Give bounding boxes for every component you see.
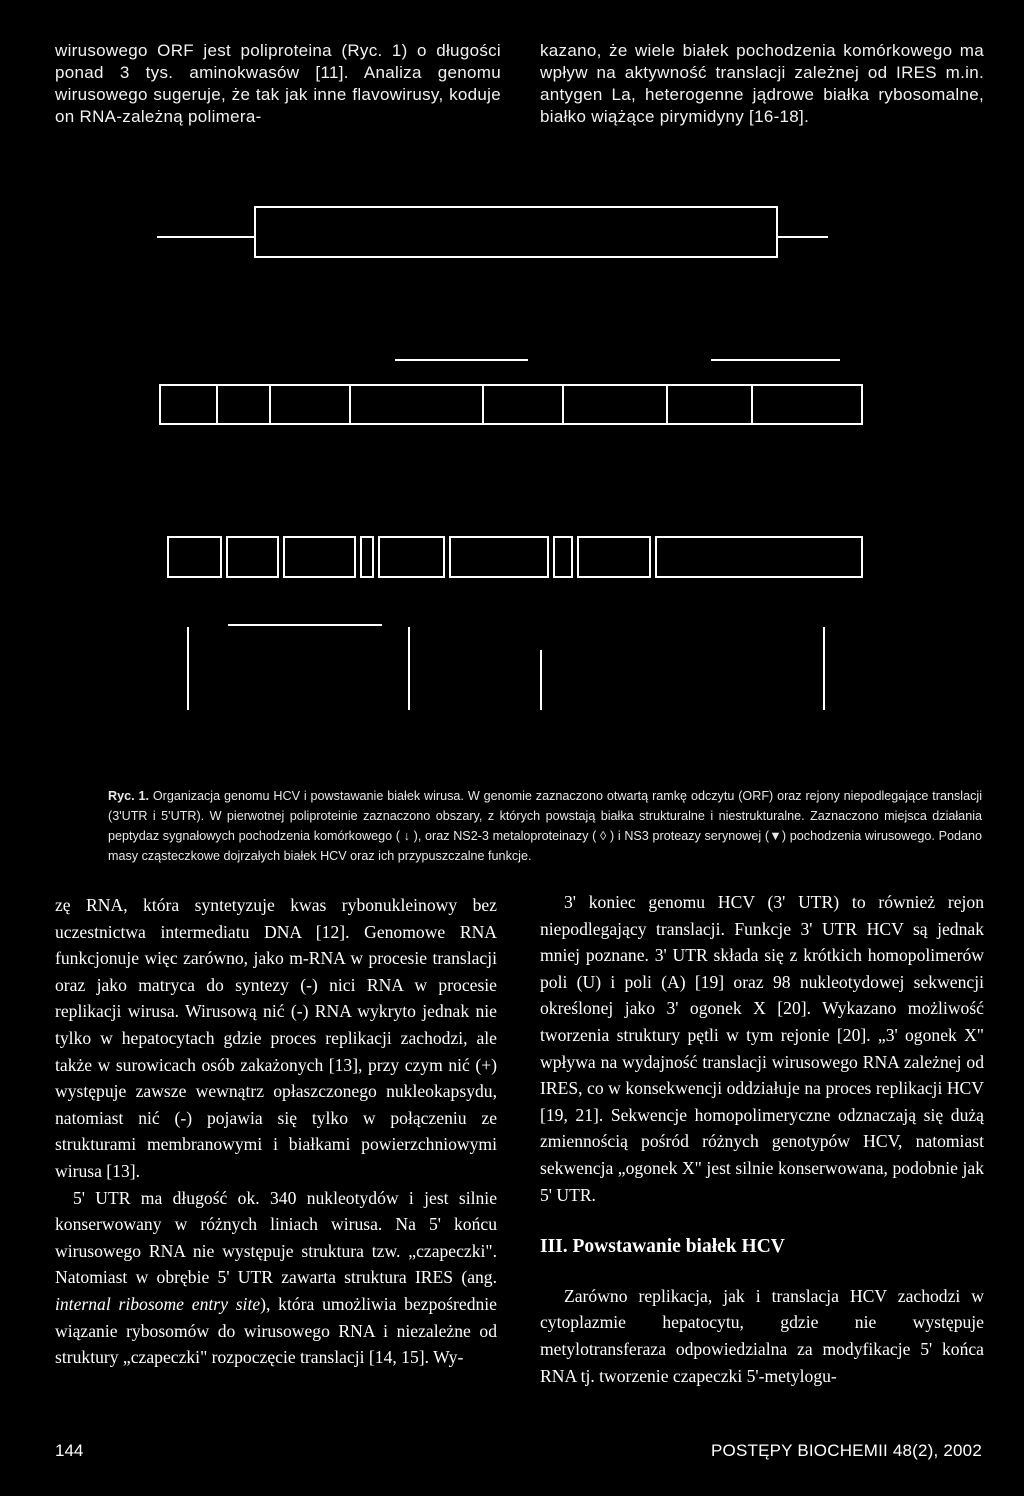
body-left-column xyxy=(55,892,497,1371)
protein-box xyxy=(361,537,373,577)
top-right-text-column xyxy=(540,40,984,128)
orf-box xyxy=(255,207,777,257)
protein-box xyxy=(168,537,221,577)
protein-box xyxy=(284,537,355,577)
mature-proteins-diagram xyxy=(168,537,862,577)
page-number: 144 xyxy=(55,1441,84,1460)
top-left-paragraph: wirusowego ORF jest poliproteina (Ryc. 1) o długości ponad 3 tys. aminokwasów [11]. Analiza genomu wirusowego sugeruje, że tak jak inne flavowirusy, koduje on RNA-zależną polimera- xyxy=(55,41,501,126)
polyprotein-box xyxy=(160,385,862,424)
protein-box xyxy=(656,537,862,577)
top-right-paragraph: kazano, że wiele białek pochodzenia komórkowego ma wpływ na aktywność translacji zależnej od IRES m.in. antygen La, heterogenne jądrowe białka rybosomalne, białko wiążące pirymidyny [16-18]. xyxy=(540,41,984,126)
genome-diagram xyxy=(157,207,828,257)
figure-caption xyxy=(108,786,982,866)
body-right-paragraph-2: Zarówno replikacja, jak i translacja HCV zachodzi w cytoplazmie hepatocytu, gdzie nie występuje metylotransferaza odpowiedzialna za modyfikacje 5' końca RNA tj. tworzenie czapeczki 5'-metylogu- xyxy=(540,1285,984,1386)
top-left-text-column xyxy=(55,40,501,128)
protein-box xyxy=(578,537,650,577)
genome-figure xyxy=(0,195,1024,735)
polyprotein-diagram xyxy=(160,360,862,424)
paragraph-2-part-a: 5' UTR ma długość ok. 340 nukleotydów i jest silnie konserwowany w różnych liniach wirusa. Na 5' końcu wirusowego RNA nie występuje struktura tzw. „czapeczki". Natomiast w obrębie 5' UTR zawarta struktura IRES (ang. xyxy=(55,1187,497,1288)
caption-text: Organizacja genomu HCV i powstawanie białek wirusa. W genomie zaznaczono otwartą ramkę odczytu (ORF) oraz rejony niepodlegające translacji (3'UTR i 5'UTR). W pierwotnej poliproteinie zaznaczono obszary, z których powstają białka strukturalne i niestrukturalne. Zaznaczono miejsca działania peptydaz sygnałowych pochodzenia komórkowego ( ↓ ), oraz NS2-3 metaloproteinazy ( ◊ ) i NS3 proteazy serynowej (▼) pochodzenia wirusowego. Podano masy cząsteczkowe dojrzałych białek HCV oraz ich przypuszczalne funkcje. xyxy=(108,789,982,863)
protein-box xyxy=(450,537,548,577)
caption-label: Ryc. 1. xyxy=(108,789,149,803)
protein-box xyxy=(554,537,572,577)
journal-footer: POSTĘPY BIOCHEMII 48(2), 2002 xyxy=(711,1441,982,1460)
paragraph-2-part-b: ), która umożliwia bezpośrednie wiązanie rybosomów do wirusowego RNA i niezależne od struktury „czapeczki" rozpoczęcie translacji [14, 15]. Wy- xyxy=(55,1293,497,1368)
body-right-paragraph-1: 3' koniec genomu HCV (3' UTR) to również rejon niepodlegający translacji. Funkcje 3' UTR HCV są jednak mniej poznane. 3' UTR składa się z krótkich homopolimerów poli (U) i poli (A) [19] oraz 98 nukleotydowej sekwencji określonej jako 3' ogonek X [20]. Wykazano możliwość tworzenia struktury pętli w tym rejonie [20]. „3' ogonek X" wpływa na wydajność translacji wirusowego RNA zależnej od IRES, co w konsekwencji oddziałuje na proces replikacji HCV [19, 21]. Sekwencje homopolimeryczne odznaczają się dużą zmiennością pośród różnych genotypów HCV, natomiast sekwencja „ogonek X" jest silnie konserwowana, podobnie jak 5' UTR. xyxy=(540,892,984,1205)
protein-box xyxy=(227,537,278,577)
ires-term: internal ribosome entry site xyxy=(55,1293,261,1314)
body-left-paragraph-2 xyxy=(55,1185,497,1371)
protein-box xyxy=(379,537,444,577)
function-markers xyxy=(188,625,824,710)
body-right-column xyxy=(540,889,984,1389)
body-left-paragraph-1: zę RNA, która syntetyzuje kwas rybonukleinowy bez uczestnictwa intermediatu DNA [12]. Genomowe RNA funkcjonuje więc zarówno, jako m-RNA w procesie translacji oraz jako matryca do syntezy (-) nici RNA w procesie replikacji wirusa. Wirusową nić (-) RNA wykryto jednak nie tylko w hepatocytach gdzie proces replikacji zachodzi, ale także w surowicach osób zakażonych [13], przy czym nić (+) występuje zawsze wewnątrz opłaszczonego nukleokapsydu, natomiast nić (-) pojawia się tylko w połączeniu ze strukturami membranowymi i białkami powierzchniowymi wirusa [13]. xyxy=(55,895,497,1181)
section-heading: III. Powstawanie białek HCV xyxy=(540,1236,785,1258)
